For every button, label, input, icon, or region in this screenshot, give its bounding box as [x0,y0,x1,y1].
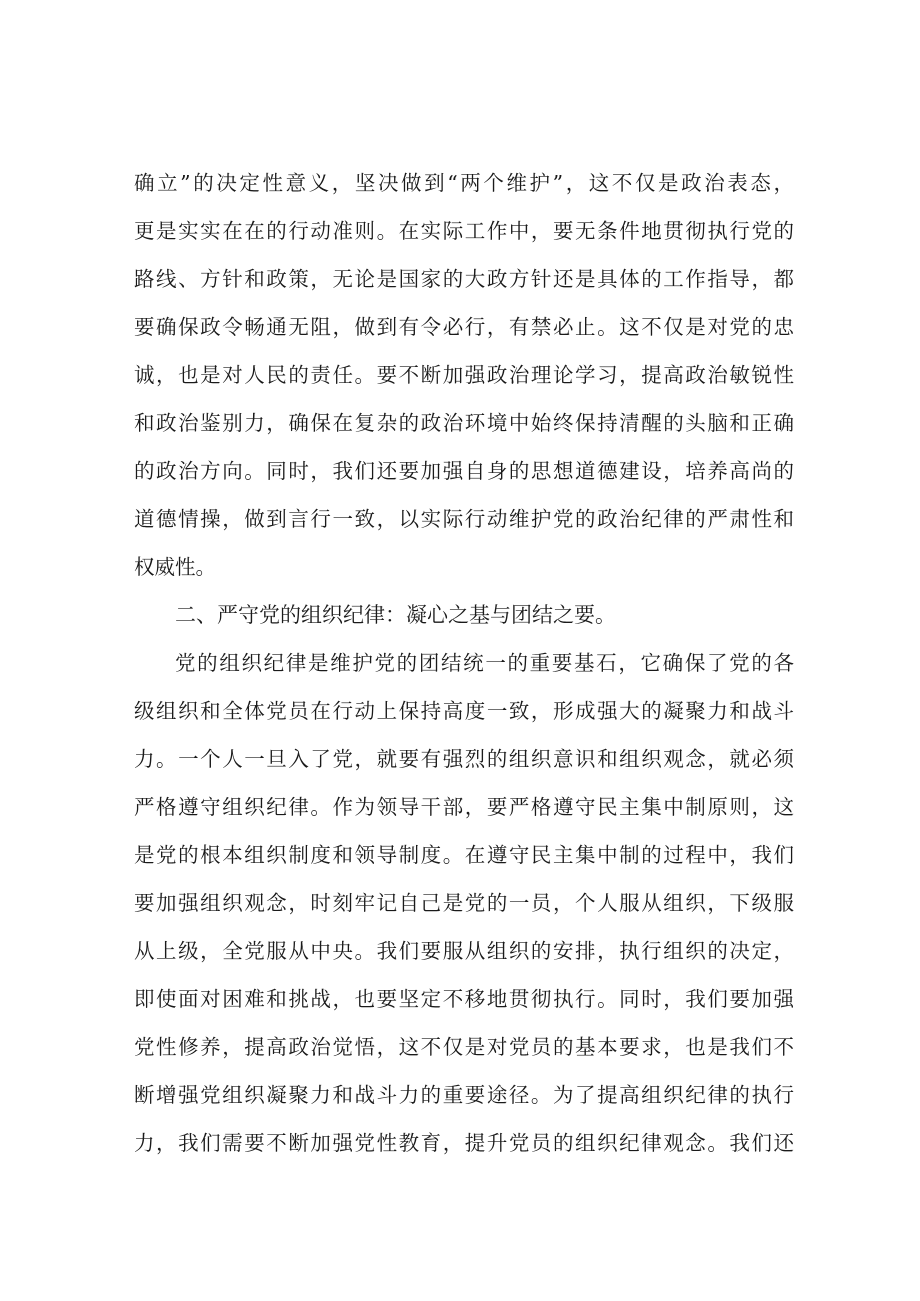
section-heading: 二、严守党的组织纪律：凝心之基与团结之要。 [175,603,616,627]
paragraph-line: 即使面对困难和挑战，也要坚定不移地贯彻执行。同时，我们要加强 [134,987,794,1011]
paragraph-line: 严格遵守组织纪律。作为领导干部，要严格遵守民主集中制原则，这 [134,795,794,819]
paragraph-line: 党的组织纪律是维护党的团结统一的重要基石，它确保了党的各 [175,651,794,675]
paragraph-line: 诚，也是对人民的责任。要不断加强政治理论学习，提高政治敏锐性 [134,363,794,387]
paragraph-line: 党性修养，提高政治觉悟，这不仅是对党员的基本要求，也是我们不 [134,1035,794,1059]
paragraph-line: 道德情操，做到言行一致，以实际行动维护党的政治纪律的严肃性和 [134,507,794,531]
paragraph-line: 更是实实在在的行动准则。在实际工作中，要无条件地贯彻执行党的 [134,219,794,243]
paragraph-line: 力。一个人一旦入了党，就要有强烈的组织意识和组织观念，就必须 [134,747,794,771]
paragraph-line: 确立”的决定性意义，坚决做到“两个维护”，这不仅是政治表态， [134,171,794,195]
paragraph-line: 要加强组织观念，时刻牢记自己是党的一员，个人服从组织，下级服 [134,891,794,915]
paragraph-line: 和政治鉴别力，确保在复杂的政治环境中始终保持清醒的头脑和正确 [134,411,794,435]
paragraph-line: 是党的根本组织制度和领导制度。在遵守民主集中制的过程中，我们 [134,843,794,867]
paragraph-line: 断增强党组织凝聚力和战斗力的重要途径。为了提高组织纪律的执行 [134,1083,794,1107]
paragraph-line: 要确保政令畅通无阻，做到有令必行，有禁必止。这不仅是对党的忠 [134,315,794,339]
paragraph-line: 路线、方针和政策，无论是国家的大政方针还是具体的工作指导，都 [134,267,794,291]
paragraph-line: 力，我们需要不断加强党性教育，提升党员的组织纪律观念。我们还 [134,1131,794,1155]
paragraph-line: 级组织和全体党员在行动上保持高度一致，形成强大的凝聚力和战斗 [134,699,794,723]
paragraph-line: 的政治方向。同时，我们还要加强自身的思想道德建设，培养高尚的 [134,459,794,483]
paragraph-line: 权威性。 [134,555,216,579]
paragraph-line: 从上级，全党服从中央。我们要服从组织的安排，执行组织的决定， [134,939,794,963]
